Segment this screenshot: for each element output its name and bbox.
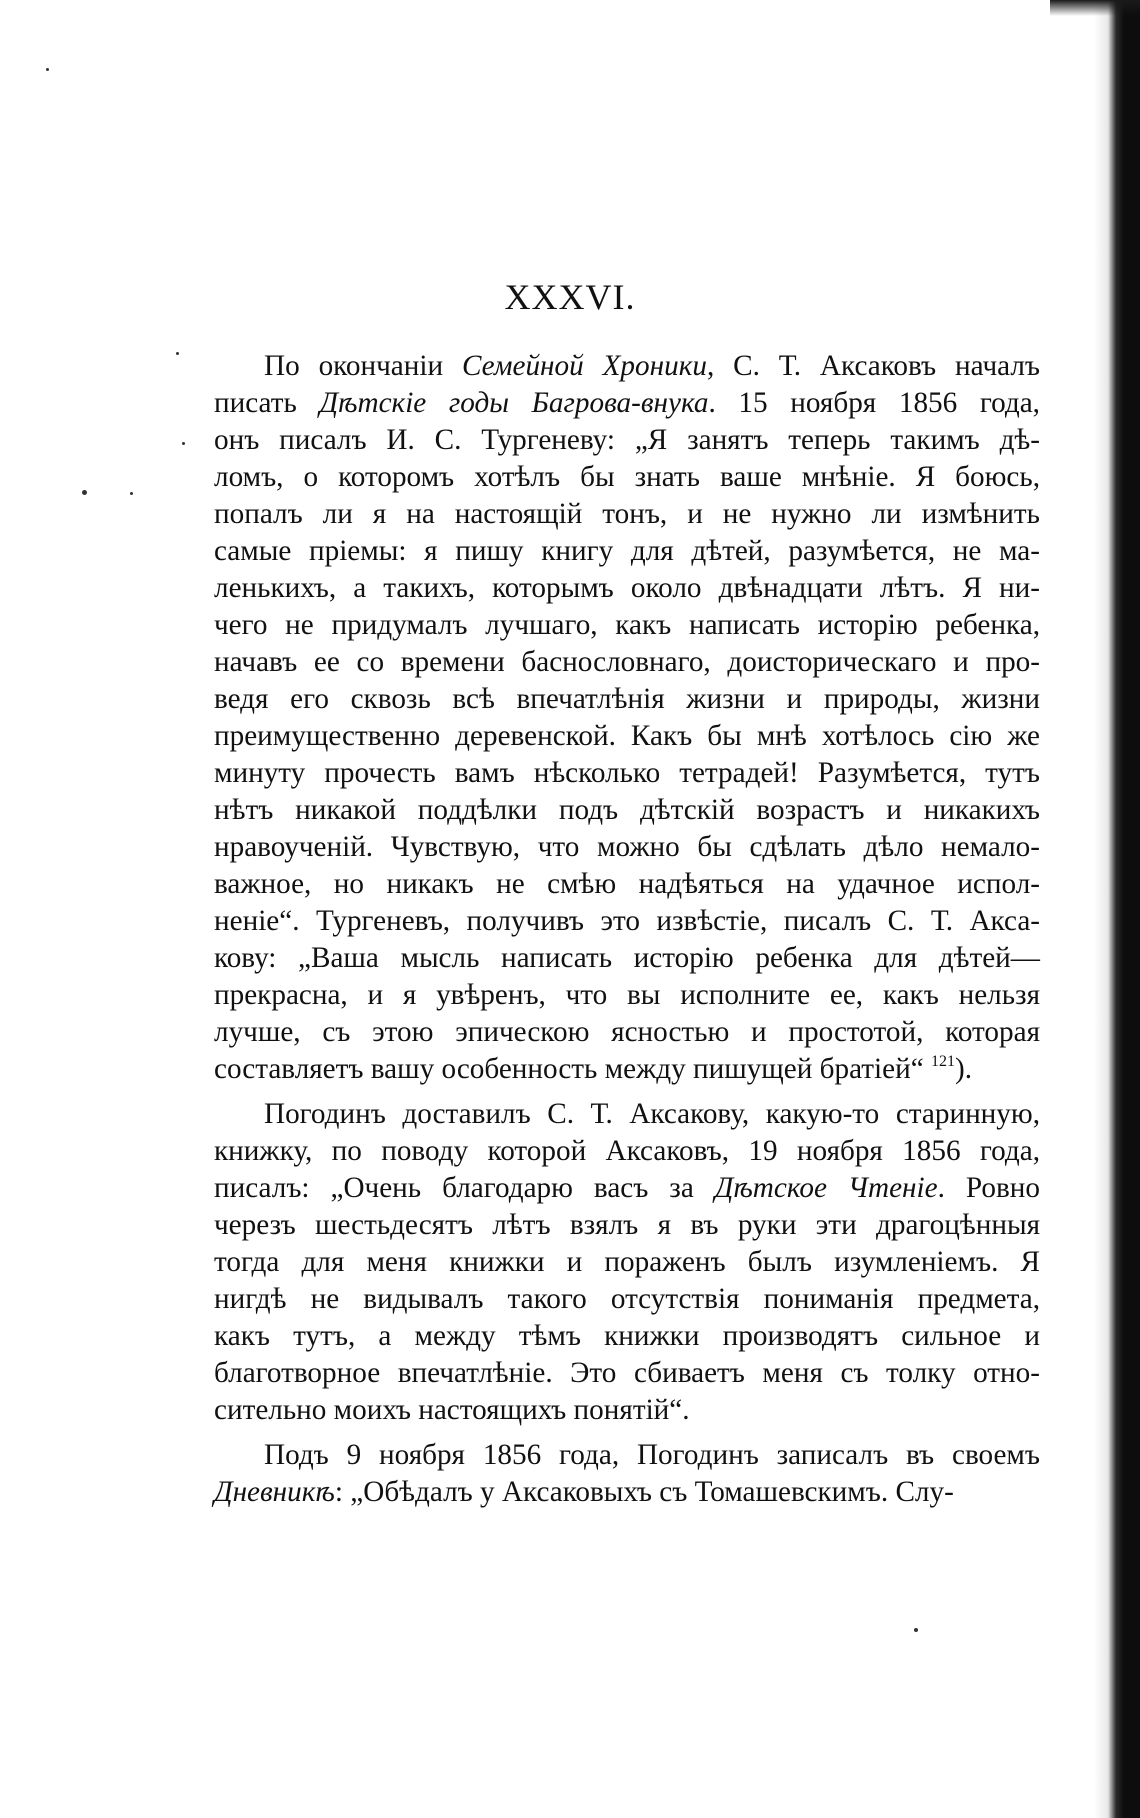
text-line: прекрасна, и я увѣренъ, что вы исполните ее, какъ нельзя <box>214 979 1040 1011</box>
scan-speck <box>82 490 87 495</box>
italic-title: Семейной Хроники <box>461 350 707 382</box>
page-edge-shadow <box>1094 0 1140 1818</box>
text-line: ленькихъ, а такихъ, которымъ около двѣнадцати лѣтъ. Я ни- <box>214 572 1040 604</box>
italic-title: Дневникѣ <box>214 1476 335 1508</box>
text-line: самые пріемы: я пишу книгу для дѣтей, разумѣется, не ма- <box>214 535 1040 567</box>
text-line: онъ писалъ И. С. Тургеневу: „Я занятъ теперь такимъ дѣ- <box>214 424 1040 456</box>
text-line: попалъ ли я на настоящій тонъ, и не нужно ли измѣнить <box>214 498 1040 530</box>
text-line: Дневникѣ: „Обѣдалъ у Аксаковыхъ съ Томашевскимъ. Слу- <box>214 1476 954 1508</box>
text-line: нѣтъ никакой поддѣлки подъ дѣтскій возрастъ и никакихъ <box>214 794 1040 826</box>
text-line: преимущественно деревенской. Какъ бы мнѣ хотѣлось сію же <box>214 720 1040 752</box>
text-line: чего не придумалъ лучшаго, какъ написать исторію ребенка, <box>214 609 1040 641</box>
text-line: составляетъ вашу особенность между пишущей братіей“ $^{121}$). <box>214 1053 973 1085</box>
text-line: писать Дѣтскіе годы Багрова-внука. 15 ноября 1856 года, <box>214 387 1040 419</box>
text-line: важное, но никакъ не смѣю надѣяться на удачное испол- <box>214 868 1040 900</box>
paragraph <box>214 1437 1040 1511</box>
paragraph <box>214 348 1040 1088</box>
text-line: Погодинъ доставилъ С. Т. Аксакову, какую-то старинную, <box>264 1098 1040 1130</box>
text-line: неніе“. Тургеневъ, получивъ это извѣстіе, писалъ С. Т. Акса- <box>214 905 1040 937</box>
text-line: черезъ шестьдесятъ лѣтъ взялъ я въ руки эти драгоцѣнныя <box>214 1209 1040 1241</box>
text-line: сительно моихъ настоящихъ понятій“. <box>214 1394 690 1426</box>
scan-speck <box>182 442 185 445</box>
text-line: нигдѣ не видывалъ такого отсутствія пониманія предмета, <box>214 1283 1040 1315</box>
text-line: благотворное впечатлѣніе. Это сбиваетъ меня съ толку отно- <box>214 1357 1040 1389</box>
chapter-heading: XXXVI. <box>504 277 636 317</box>
text-line: тогда для меня книжки и пораженъ былъ изумленіемъ. Я <box>214 1246 1040 1278</box>
text-line: писалъ: „Очень благодарю васъ за Дѣтское Чтеніе. Ровно <box>214 1172 1040 1204</box>
text-line: начавъ ее со времени баснословнаго, доисторическаго и про- <box>214 646 1040 678</box>
italic-title: Дѣтскіе годы Багрова-внука <box>319 387 709 419</box>
text-line: книжку, по поводу которой Аксаковъ, 19 ноября 1856 года, <box>214 1135 1040 1167</box>
scan-speck <box>46 68 49 71</box>
scan-speck <box>176 352 179 355</box>
text-line: ведя его сквозь всѣ впечатлѣнія жизни и природы, жизни <box>214 683 1040 715</box>
page-corner-shadow <box>1050 0 1140 16</box>
paragraph <box>214 1096 1040 1429</box>
text-line: ломъ, о которомъ хотѣлъ бы знать ваше мнѣніе. Я боюсь, <box>214 461 1040 493</box>
text-line: минуту прочесть вамъ нѣсколько тетрадей! Разумѣется, тутъ <box>214 757 1040 789</box>
text-line: кову: „Ваша мысль написать исторію ребенка для дѣтей— <box>214 942 1040 974</box>
text-line: нравоученій. Чувствую, что можно бы сдѣлать дѣло немало- <box>214 831 1040 863</box>
italic-title: Дѣтское Чтеніе <box>714 1172 938 1204</box>
text-line: Подъ 9 ноября 1856 года, Погодинъ записалъ въ своемъ <box>264 1439 1040 1471</box>
text-line: какъ тутъ, а между тѣмъ книжки производятъ сильное и <box>214 1320 1040 1352</box>
text-line: По окончаніи Семейной Хроники, С. Т. Аксаковъ началъ <box>264 350 1040 382</box>
footnote-ref: 121 <box>931 1053 955 1070</box>
scan-speck <box>130 492 133 495</box>
text-line: лучше, съ этою эпическою ясностью и простотой, которая <box>214 1016 1040 1048</box>
body-text <box>214 348 1040 1511</box>
scan-speck <box>914 1628 918 1632</box>
